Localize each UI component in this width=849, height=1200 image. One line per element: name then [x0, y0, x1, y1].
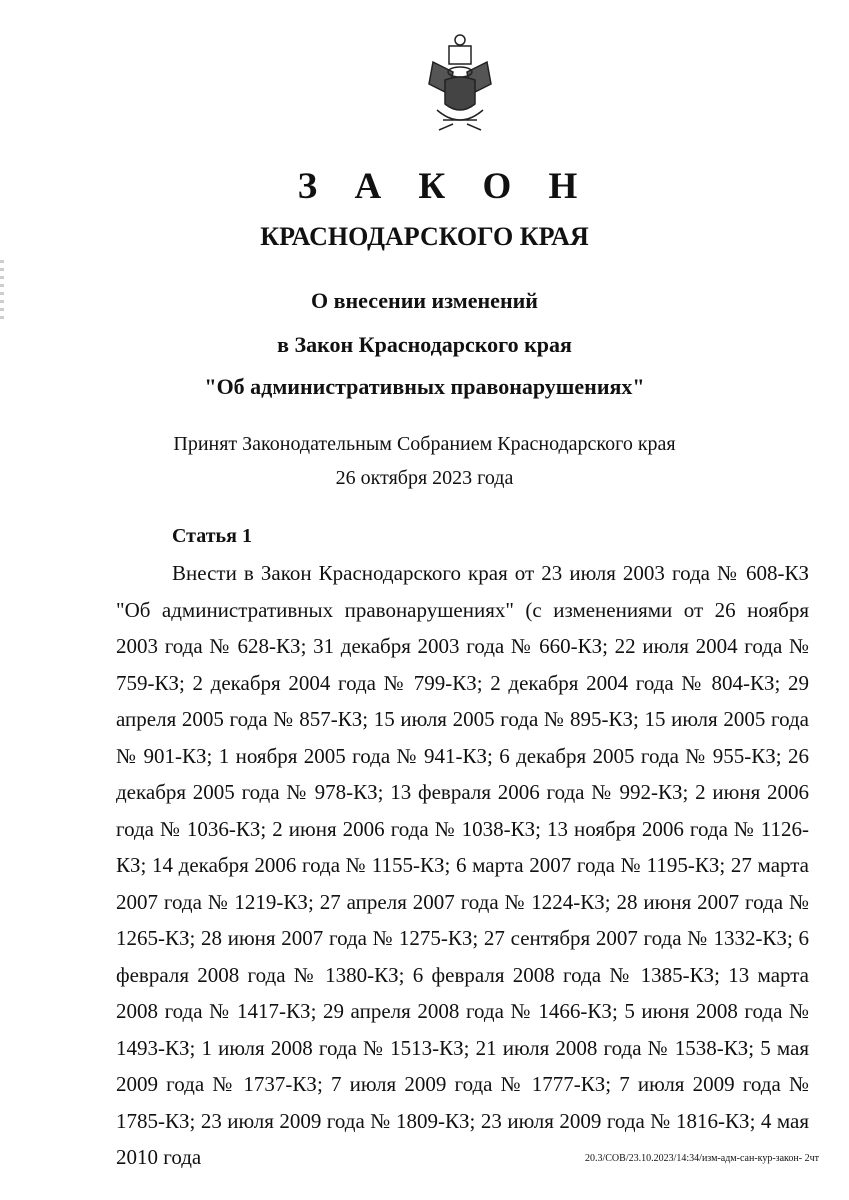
coat-of-arms-icon — [425, 32, 495, 142]
document-subtitle: КРАСНОДАРСКОГО КРАЯ — [260, 222, 589, 251]
document-title: З А К О Н — [297, 166, 592, 207]
adopted-by: Принят Законодательным Собранием Краснодарского края — [173, 433, 676, 455]
adopted-date: 26 октября 2023 года — [335, 467, 514, 489]
article-heading: Статья 1 — [172, 525, 252, 547]
heading-line-3: "Об административных правонарушениях" — [204, 374, 645, 399]
footer-doc-code: 20.3/СОВ/23.10.2023/14:34/изм-адм-сан-кур-закон- 2чт — [584, 1153, 819, 1164]
article-body: Внести в Закон Краснодарского края от 23 июля 2003 года № 608-КЗ "Об административных правонарушениях" (с изменениями от 26 ноября 2003 года № 628-КЗ; 31 декабря 2003 года № 660-КЗ; 22 июля 2004 года № 759-КЗ; 2 декабря 2004 года № 799-КЗ; 2 декабря 2004 года № 804-КЗ; 29 апреля 2005 года № 857-КЗ; 15 июля 2005 года № 895-КЗ; 15 июля 2005 года № 901-КЗ; 1 ноября 2005 года № 941-КЗ; 6 декабря 2005 года № 955-КЗ; 26 декабря 2005 года № 978-КЗ; 13 февраля 2006 года № 992-КЗ; 2 июня 2006 года № 1036-КЗ; 2 июня 2006 года № 1038-КЗ; 13 ноября 2006 года № 1126-КЗ; 14 декабря 2006 года № 1155-КЗ; 6 марта 2007 года № 1195-КЗ; 27 марта 2007 года № 1219-КЗ; 27 апреля 2007 года № 1224-КЗ; 28 июня 2007 года № 1265-КЗ; 28 июня 2007 года № 1275-КЗ; 27 сентября 2007 года № 1332-КЗ; 6 февраля 2008 года № 1380-КЗ; 6 февраля 2008 года № 1385-КЗ; 13 марта 2008 года № 1417-КЗ; 29 апреля 2008 года № 1466-КЗ; 5 июня 2008 года № 1493-КЗ; 1 июля 2008 года № 1513-КЗ; 21 июля 2008 года № 1538-КЗ; 5 мая 2009 года № 1737-КЗ; 7 июля 2009 года № 1777-КЗ; 7 июля 2009 года № 1785-КЗ; 23 июля 2009 года № 1809-КЗ; 23 июля 2009 года № 1816-КЗ; 4 мая 2010 года — [116, 561, 809, 1169]
heading-line-1: О внесении изменений — [311, 288, 538, 313]
heading-line-2: в Закон Краснодарского края — [277, 332, 572, 357]
